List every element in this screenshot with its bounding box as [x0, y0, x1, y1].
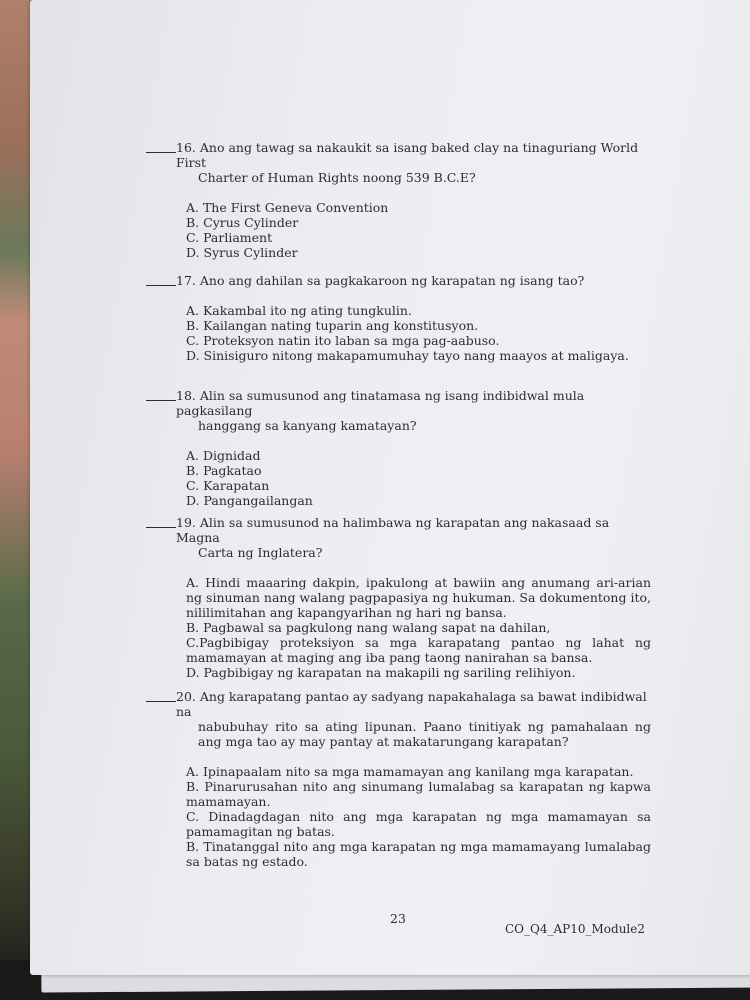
question-stem — [146, 273, 651, 288]
page-number: 23 — [390, 911, 406, 926]
question-stem — [146, 689, 651, 749]
question-number: 17. — [176, 273, 196, 288]
question-number: 20. — [176, 689, 196, 704]
choice-c: C. Karapatan — [186, 478, 270, 493]
answer-blank[interactable] — [146, 701, 176, 702]
choice-d: D. Pangangailangan — [186, 493, 313, 508]
choice-c: C. Parliament — [186, 230, 273, 245]
choice-a: A. Dignidad — [186, 448, 261, 463]
choice-list — [146, 575, 651, 680]
choice-list — [146, 200, 651, 260]
stem-line-2: nabubuhay rito sa ating lipunan. Paano tinitiyak ng pamahalaan ng ang mga tao ay may pantay at makatarungang karapatan? — [198, 719, 651, 749]
stem-line-1: Ano ang tawag sa nakaukit sa isang baked clay na tinaguriang World First — [176, 140, 639, 170]
question-number: 16. — [176, 140, 196, 155]
stem-line-1: Alin sa sumusunod na halimbawa ng karapatan ang nakasaad sa Magna — [176, 515, 610, 545]
question-18 — [146, 388, 651, 508]
question-stem — [146, 515, 651, 560]
choice-d: D. Sinisiguro nitong makapamumuhay tayo nang maayos at maligaya. — [186, 348, 629, 363]
choice-a: A. The First Geneva Convention — [186, 200, 389, 215]
choice-d: B. Tinatanggal nito ang mga karapatan ng mga mamamayang lumalabag sa batas ng estado. — [186, 839, 651, 869]
choice-list — [146, 303, 651, 363]
choice-c: C.Pagbibigay proteksiyon sa mga karapatang pantao ng lahat ng mamamayan at maging ang iba pang taong nanirahan sa bansa. — [186, 635, 651, 665]
choice-c: C. Proteksyon natin ito laban sa mga pag-aabuso. — [186, 333, 500, 348]
question-19 — [146, 515, 651, 680]
answer-blank[interactable] — [146, 400, 176, 401]
question-16 — [146, 140, 651, 260]
stem-line-1: Ang karapatang pantao ay sadyang napakahalaga sa bawat indibidwal na — [176, 689, 647, 719]
choice-d: D. Syrus Cylinder — [186, 245, 298, 260]
question-number: 19. — [176, 515, 196, 530]
choice-list — [146, 448, 651, 508]
stem-line-2: Charter of Human Rights noong 539 B.C.E? — [198, 170, 476, 185]
choice-list — [146, 764, 651, 869]
question-stem — [146, 388, 651, 433]
answer-blank[interactable] — [146, 152, 176, 153]
choice-a: A. Hindi maaaring dakpin, ipakulong at bawiin ang anumang ari-arian ng sinuman nang walang pagpapasiya ng hukuman. Sa dokumentong ito, nililimitahan ang kapangyarihan ng hari ng bansa. — [186, 575, 651, 620]
choice-b: B. Pagkatao — [186, 463, 262, 478]
choice-b: B. Cyrus Cylinder — [186, 215, 299, 230]
choice-b: B. Pagbawal sa pagkulong nang walang sapat na dahilan, — [186, 620, 551, 635]
question-20 — [146, 689, 651, 869]
stem-line-1: Ano ang dahilan sa pagkakaroon ng karapatan ng isang tao? — [199, 273, 585, 288]
choice-b: B. Kailangan nating tuparin ang konstitusyon. — [186, 318, 479, 333]
choice-b: B. Pinarurusahan nito ang sinumang lumalabag sa karapatan ng kapwa mamamayan. — [186, 779, 651, 809]
answer-blank[interactable] — [146, 285, 176, 286]
module-code: CO_Q4_AP10_Module2 — [505, 922, 645, 936]
stem-line-2: hanggang sa kanyang kamatayan? — [198, 418, 417, 433]
question-stem — [146, 140, 651, 185]
stem-line-1: Alin sa sumusunod ang tinatamasa ng isang indibidwal mula pagkasilang — [176, 388, 585, 418]
question-number: 18. — [176, 388, 196, 403]
stem-line-2: Carta ng Inglatera? — [198, 545, 323, 560]
choice-c: C. Dinadagdagan nito ang mga karapatan ng mga mamamayan sa pamamagitan ng batas. — [186, 809, 651, 839]
choice-d: D. Pagbibigay ng karapatan na makapili ng sariling relihiyon. — [186, 665, 576, 680]
question-17 — [146, 273, 651, 363]
answer-blank[interactable] — [146, 527, 176, 528]
choice-a: A. Ipinapaalam nito sa mga mamamayan ang kanilang mga karapatan. — [186, 764, 634, 779]
choice-a: A. Kakambal ito ng ating tungkulin. — [186, 303, 412, 318]
